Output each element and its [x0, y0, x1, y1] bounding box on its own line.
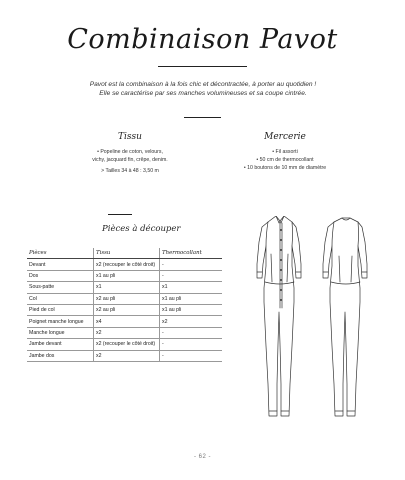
table-cell: x1 au pli [94, 270, 160, 281]
table-row [27, 293, 222, 304]
fabric-heading: Tissu [118, 132, 142, 142]
table-row [27, 259, 222, 270]
table-cell: Jambe devant [27, 339, 94, 350]
table-cell: - [160, 259, 223, 270]
intro-line-2: Elle se caractérise par ses manches volumineuses et sa coupe cintrée. [99, 90, 307, 97]
page-title: Combinaison Pavot [67, 24, 338, 55]
table-row [27, 282, 222, 293]
table-cell: x2 au pli [94, 304, 160, 315]
fabric-section [60, 132, 200, 175]
table-row [27, 316, 222, 327]
notions-section [210, 132, 360, 172]
table-cell: - [160, 327, 223, 338]
table-cell: x2 [94, 350, 160, 361]
pieces-table [27, 248, 222, 362]
table-cell: x2 [160, 316, 223, 327]
table-header-row [27, 248, 222, 259]
table-cell: Pied de col [27, 304, 94, 315]
table-cell: x1 [160, 282, 223, 293]
page-number: - 62 - [193, 454, 211, 460]
intro-line-1: Pavot est la combinaison à la fois chic et décontractée, à porter au quotidien ! [89, 81, 317, 88]
table-row [27, 304, 222, 315]
notions-line-3: • 10 boutons de 10 mm de diamètre [243, 165, 327, 171]
table-row [27, 350, 222, 361]
notions-line-1: • Fil assorti [272, 149, 298, 155]
intro-paragraph [78, 80, 328, 98]
table-cell: x2 (recouper le côté droit) [94, 259, 160, 270]
table-row [27, 270, 222, 281]
table-cell: x2 au pli [94, 293, 160, 304]
table-row [27, 339, 222, 350]
table-cell: x1 [94, 282, 160, 293]
jumpsuit-back-drawing [323, 218, 367, 416]
fabric-line-1: • Popeline de coton, velours, [97, 149, 163, 155]
table-cell: x1 au pli [160, 304, 223, 315]
table-cell: x2 (recouper le côté droit) [94, 339, 160, 350]
title-divider [158, 66, 247, 67]
table-cell: Jambe dos [27, 350, 94, 361]
table-cell: - [160, 270, 223, 281]
pieces-divider [108, 214, 132, 215]
table-cell: - [160, 350, 223, 361]
table-cell: - [160, 339, 223, 350]
jumpsuit-technical-drawing [246, 216, 378, 444]
table-cell: x4 [94, 316, 160, 327]
table-cell: Poignet manche longue [27, 316, 94, 327]
table-cell: x1 au pli [160, 293, 223, 304]
section-divider [184, 117, 221, 118]
notions-heading: Mercerie [264, 132, 306, 142]
column-header-interfacing: Thermocollant [160, 248, 223, 259]
notions-line-2: • 50 cm de thermocollant [256, 157, 314, 163]
column-header-fabric: Tissu [94, 248, 160, 259]
table-cell: Dos [27, 270, 94, 281]
fabric-line-2: vichy, jacquard fin, crêpe, denim. [92, 157, 168, 163]
table-cell: Sous-patte [27, 282, 94, 293]
table-cell: x2 [94, 327, 160, 338]
table-row [27, 327, 222, 338]
jumpsuit-front-drawing [257, 216, 301, 416]
table-cell: Manche longue [27, 327, 94, 338]
column-header-pieces: Pièces [27, 248, 94, 259]
pieces-heading: Pièces à découper [102, 224, 181, 234]
fabric-size-line: > Tailles 34 à 48 : 3,50 m [101, 168, 159, 174]
table-cell: Col [27, 293, 94, 304]
table-cell: Devant [27, 259, 94, 270]
